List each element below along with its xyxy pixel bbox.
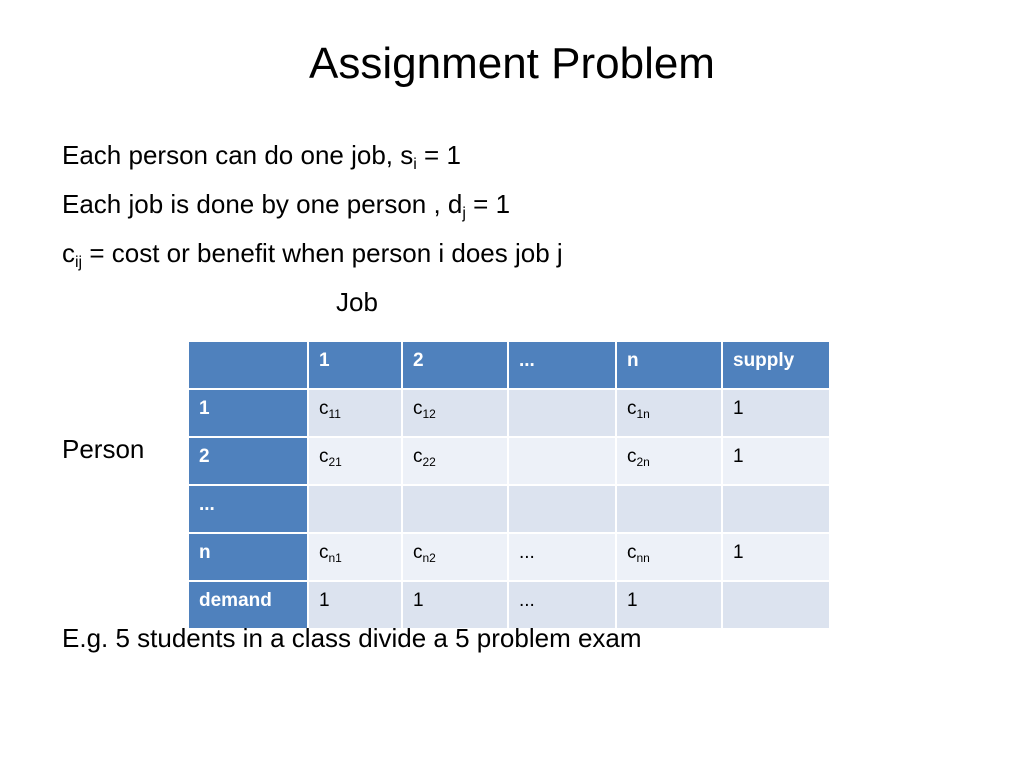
row-label: n bbox=[188, 533, 308, 581]
row-label: 2 bbox=[188, 437, 308, 485]
table-header-row bbox=[188, 341, 830, 389]
text-line-cost-definition bbox=[62, 237, 563, 269]
table-cell: $c_{1n}$ bbox=[616, 389, 722, 437]
assignment-table bbox=[187, 340, 831, 630]
table-cell bbox=[508, 389, 616, 437]
table-cell: 1 bbox=[722, 437, 830, 485]
header-cell: 2 bbox=[402, 341, 508, 389]
header-cell bbox=[188, 341, 308, 389]
example-text: E.g. 5 students in a class divide a 5 problem exam bbox=[62, 623, 642, 653]
line-subscript: j bbox=[462, 205, 466, 222]
header-cell: 1 bbox=[308, 341, 402, 389]
line-text: c bbox=[62, 238, 75, 268]
table-cell: $c_{11}$ bbox=[308, 389, 402, 437]
table-cell: ... bbox=[508, 533, 616, 581]
table-cell: $c_{22}$ bbox=[402, 437, 508, 485]
line-tail: = 1 bbox=[416, 140, 461, 170]
table-cell bbox=[616, 485, 722, 533]
table-row bbox=[188, 485, 830, 533]
line-text: Each person can do one job, s bbox=[62, 140, 414, 170]
line-subscript: ij bbox=[75, 254, 83, 271]
table-cell: $c_{n1}$ bbox=[308, 533, 402, 581]
table-cell: 1 bbox=[402, 581, 508, 629]
table-cell: 1 bbox=[722, 389, 830, 437]
table-row bbox=[188, 533, 830, 581]
table-row bbox=[188, 389, 830, 437]
table-cell: 1 bbox=[722, 533, 830, 581]
table-cell: $c_{nn}$ bbox=[616, 533, 722, 581]
line-subscript: i bbox=[413, 156, 417, 173]
table-cell bbox=[508, 485, 616, 533]
table-cell: 1 bbox=[616, 581, 722, 629]
table-cell: $c_{n2}$ bbox=[402, 533, 508, 581]
line-tail: = cost or benefit when person i does job j bbox=[82, 238, 563, 268]
header-cell: n bbox=[616, 341, 722, 389]
text-line-job-one-person bbox=[62, 188, 510, 220]
text-line-person-one-job bbox=[62, 139, 461, 171]
line-tail: = 1 bbox=[465, 189, 511, 219]
person-axis-label: Person bbox=[62, 434, 145, 464]
row-label: demand bbox=[188, 581, 308, 629]
slide-title: Assignment Problem bbox=[309, 39, 715, 88]
table-cell: $c_{12}$ bbox=[402, 389, 508, 437]
table-cell: $c_{2n}$ bbox=[616, 437, 722, 485]
table-cell bbox=[508, 437, 616, 485]
line-text: Each job is done by one person , d bbox=[62, 189, 463, 219]
header-cell: supply bbox=[722, 341, 830, 389]
table-cell bbox=[308, 485, 402, 533]
table-row bbox=[188, 437, 830, 485]
row-label: ... bbox=[188, 485, 308, 533]
header-cell: ... bbox=[508, 341, 616, 389]
table-cell: 1 bbox=[308, 581, 402, 629]
table-cell: $c_{21}$ bbox=[308, 437, 402, 485]
table-cell bbox=[722, 581, 830, 629]
table-cell: ... bbox=[508, 581, 616, 629]
table-cell bbox=[722, 485, 830, 533]
row-label: 1 bbox=[188, 389, 308, 437]
job-axis-label: Job bbox=[336, 287, 378, 317]
table-cell bbox=[402, 485, 508, 533]
